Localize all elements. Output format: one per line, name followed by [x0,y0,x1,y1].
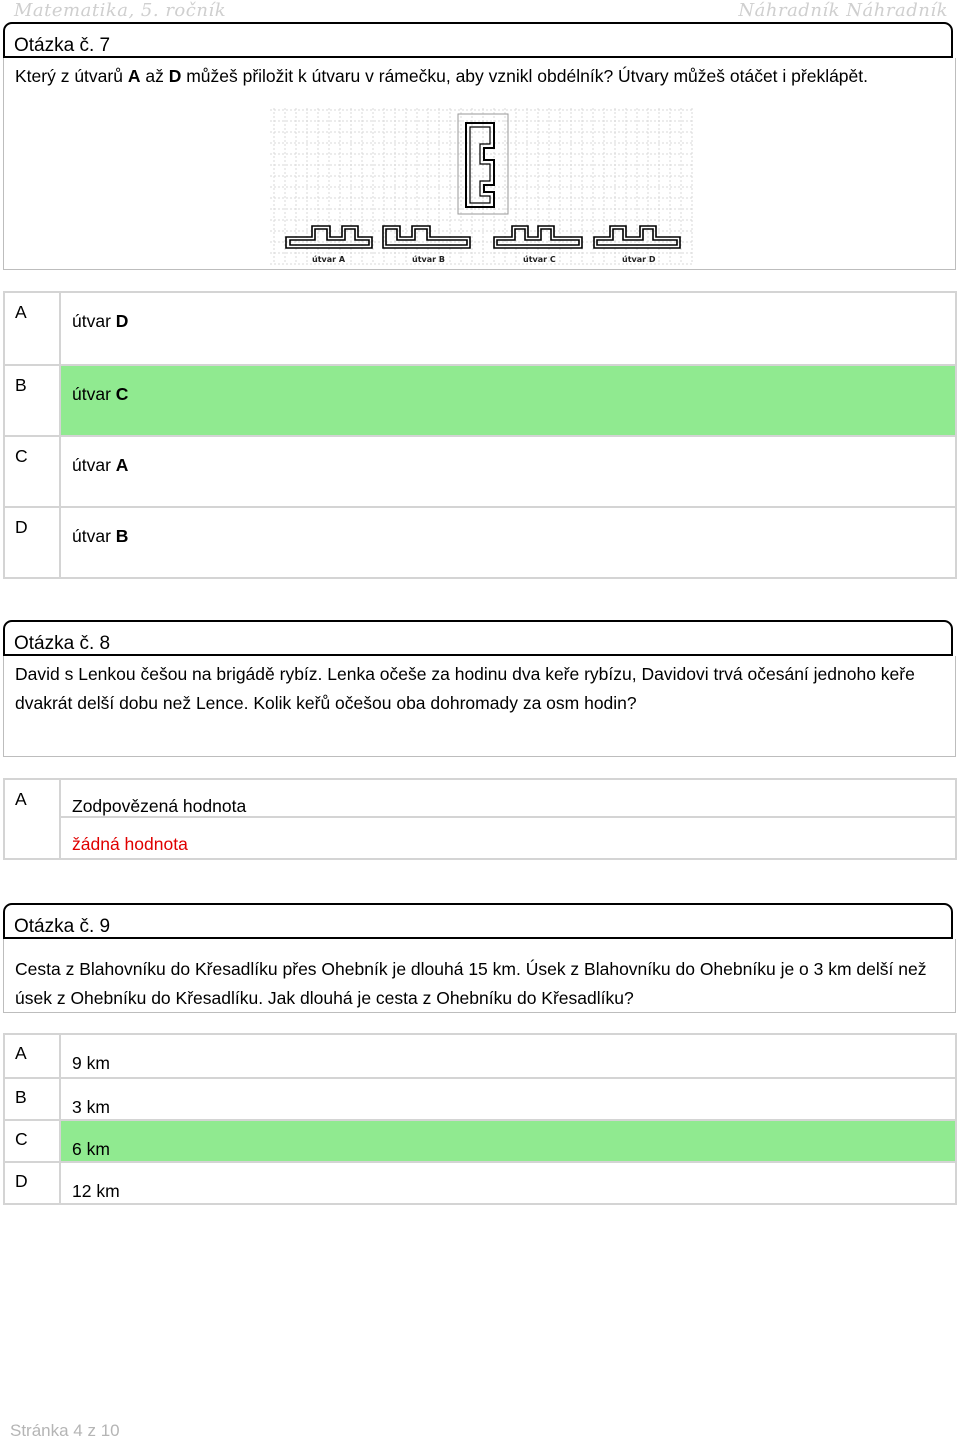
page-number: Stránka 4 z 10 [10,1421,120,1440]
option-letter: D [5,1163,61,1203]
option-text: 3 km [72,1097,110,1117]
option-row[interactable] [5,1035,955,1077]
header-subject: Matematika, 5. ročník [14,0,227,21]
option-text: útvar B [72,526,129,546]
label-shape-d: útvar D [622,255,656,264]
question-9-title: Otázka č. 9 [3,903,953,939]
question-9-options [3,1033,957,1205]
option-text: 12 km [72,1181,120,1201]
shape-b [383,226,470,248]
option-letter: D [5,508,61,577]
option-row[interactable] [5,293,955,364]
option-row[interactable] [5,506,955,577]
option-letter: A [5,293,61,364]
question-7-title: Otázka č. 7 [3,22,953,58]
question-8-text: David s Lenkou češou na brigádě rybíz. Lenka očeše za hodinu dva keře rybízu, Davidovi trvá očesání jednoho keře dvakrát delší dobu než Lence. Kolik keřů očešou oba dohromady za osm hodin? [15,664,915,713]
question-7-text: Který z útvarů A až D můžeš přiložit k útvaru v rámečku, aby vznikl obdélník? Útvary můžeš otáčet i překlápět. [15,66,868,86]
option-text: útvar C [61,366,955,435]
question-7-body [3,58,956,270]
option-text: útvar A [72,455,129,475]
answer-cell [61,780,955,858]
option-letter: A [5,1035,61,1077]
label-shape-c: útvar C [523,255,556,264]
answer-row[interactable] [5,780,955,858]
option-text: 9 km [72,1053,110,1073]
option-letter: C [5,1121,61,1161]
option-row[interactable] [5,435,955,506]
question-8-answer [3,778,957,860]
option-letter: B [5,1079,61,1119]
question-9-body [3,939,956,1013]
option-text: 6 km [61,1121,955,1161]
question-9-text: Cesta z Blahovníku do Křesadlíku přes Ohebník je dlouhá 15 km. Úsek z Blahovníku do Ohebníku je o 3 km delší než úsek z Ohebníku do Křesadlíku. Jak dlouhá je cesta z Ohebníku do Křesadlíku? [15,959,927,1008]
shapes-figure [270,108,694,266]
option-row-correct[interactable] [5,1119,955,1161]
question-8-body [3,656,956,757]
option-letter: B [5,366,61,435]
option-row-correct[interactable] [5,364,955,435]
option-row[interactable] [5,1161,955,1203]
option-letter: C [5,437,61,506]
shape-c [494,226,582,248]
label-shape-a: útvar A [312,255,346,264]
answer-value: žádná hodnota [72,834,188,854]
option-row[interactable] [5,1077,955,1119]
answer-label: Zodpovězená hodnota [61,780,955,818]
header-name: Náhradník Náhradník [738,0,948,21]
question-8-title: Otázka č. 8 [3,620,953,656]
label-shape-b: útvar B [412,255,445,264]
option-letter: A [5,780,61,858]
option-text: útvar D [72,311,129,331]
question-7-options [3,291,957,579]
